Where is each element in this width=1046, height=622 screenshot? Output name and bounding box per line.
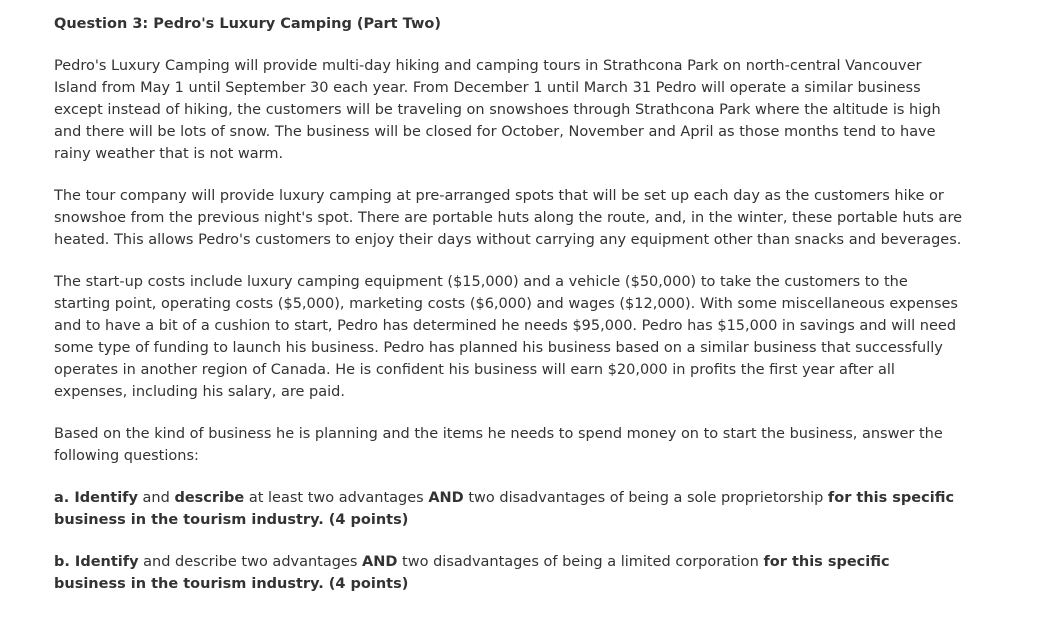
question-b-text-2: two disadvantages of being a limited corporation	[397, 554, 764, 570]
question-a-and: AND	[428, 490, 464, 506]
question-a-prefix: a. Identify	[54, 490, 138, 506]
paragraph-luxury-camping: The tour company will provide luxury camping at pre-arranged spots that will be set up each day as the customers hike or snowshoe from the previous night's spot. There are portable huts along the route, and, in the winter, these portable huts are heated. This allows Pedro's customers to enjoy their days without carrying any equipment other than snacks and beverages.	[54, 188, 963, 248]
question-a-text-2: at least two advantages	[244, 490, 429, 506]
question-b	[54, 551, 964, 595]
question-b-prefix: b. Identify	[54, 554, 139, 570]
question-a-suffix: for this specific business in the tourism industry. (4 points)	[54, 490, 955, 528]
question-a	[54, 487, 964, 531]
question-a-text-3: two disadvantages of being a sole proprietorship	[463, 490, 828, 506]
paragraph-business-overview: Pedro's Luxury Camping will provide multi-day hiking and camping tours in Strathcona Park on north-central Vancouver Island from May 1 until September 30 each year. From December 1 until March 31 Pedro will operate a similar business except instead of hiking, the customers will be traveling on snowshoes through Strathcona Park where the altitude is high and there will be lots of snow. The business will be closed for October, November and April as those months tend to have rainy weather that is not warm.	[54, 58, 941, 162]
question-a-text-1: and	[137, 490, 175, 506]
question-title: Question 3: Pedro's Luxury Camping (Part Two)	[54, 16, 441, 32]
question-b-suffix: for this specific business in the tourism industry. (4 points)	[54, 554, 890, 592]
paragraph-startup-costs: The start-up costs include luxury camping equipment ($15,000) and a vehicle ($50,000) to take the customers to the starting point, operating costs ($5,000), marketing costs ($6,000) and wages ($12,000). With some miscellaneous expenses and to have a bit of a cushion to start, Pedro has determined he needs $95,000. Pedro has $15,000 in savings and will need some type of funding to launch his business. Pedro has planned his business based on a similar business that successfully operates in another region of Canada. He is confident his business will earn $20,000 in profits the first year after all expenses, including his salary, are paid.	[54, 274, 958, 400]
question-content	[54, 13, 964, 615]
paragraph-instructions: Based on the kind of business he is planning and the items he needs to spend money on to start the business, answer the following questions:	[54, 426, 943, 464]
question-a-describe: describe	[174, 490, 245, 506]
question-b-and: AND	[362, 554, 398, 570]
question-b-text-1: and describe two advantages	[138, 554, 363, 570]
